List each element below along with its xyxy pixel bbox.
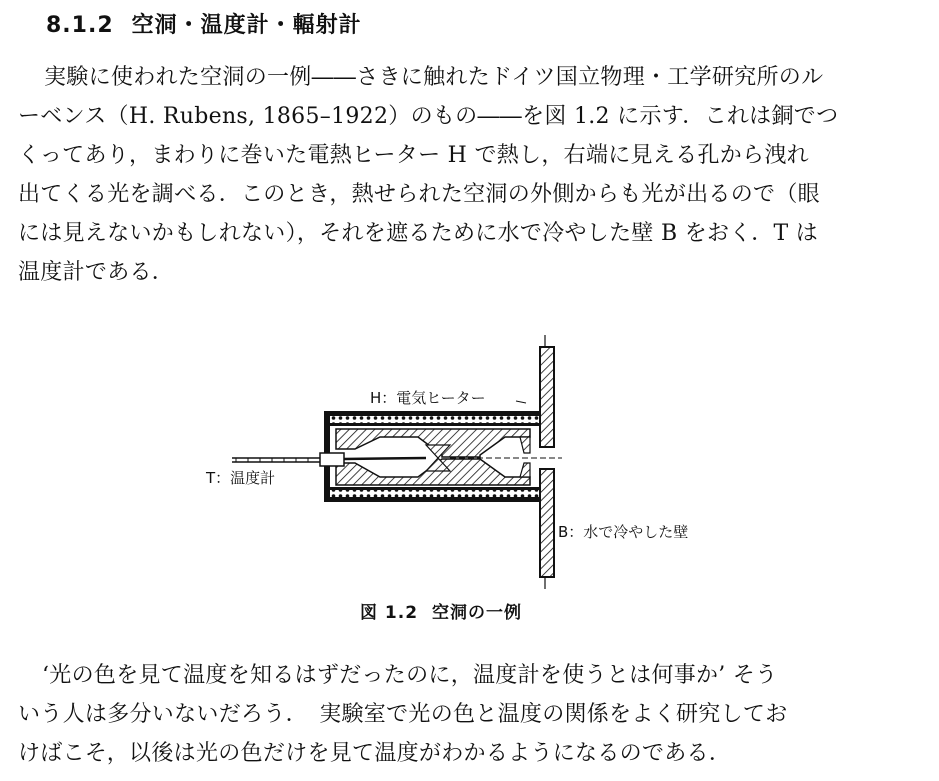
figure-caption-text: 空洞の一例 (432, 603, 523, 623)
section-number: 8.1.2 (46, 13, 114, 38)
paragraph-line: けばこそ，以後は光の色だけを見て温度がわかるようになるのである． (18, 741, 732, 766)
section-title: 空洞・温度計・輻射計 (131, 13, 362, 38)
thermometer (232, 453, 426, 466)
copper-cavity (336, 429, 530, 485)
heater-label: H：電気ヒーター (370, 389, 486, 407)
paragraph-line: ‘光の色を見て温度を知るはずだったのに，温度計を使うとは何事か’ そう (42, 663, 778, 688)
paragraph-line: ーベンス（H. Rubens, 1865–1922）のもの――を図 1.2 に示す．これは銅でつ (18, 104, 839, 129)
thermometer-label: T：温度計 (206, 469, 276, 487)
figure-number: 図 1.2 (360, 603, 419, 623)
wall-label: B：水で冷やした壁 (558, 523, 689, 541)
paragraph-intro (18, 58, 838, 292)
paragraph-line: 実験に使われた空洞の一例――さきに触れたドイツ国立物理・工学研究所のル (44, 65, 824, 90)
cooled-wall (540, 335, 554, 589)
section-heading (46, 8, 362, 39)
paragraph-conclusion (18, 656, 788, 773)
heater-coil-top (328, 416, 540, 423)
heater-coil-bottom (328, 490, 540, 497)
outer-shell (324, 411, 540, 502)
paragraph-line: いう人は多分いないだろう． 実験室で光の色と温度の関係をよく研究してお (18, 702, 788, 727)
cavity-diagram (190, 325, 750, 593)
paragraph-line: には見えないかもしれない），それを遮るために水で冷やした壁 B をおく．T は (18, 221, 819, 246)
figure-caption (360, 598, 522, 623)
paragraph-line: 出てくる光を調べる．このとき，熱せられた空洞の外側からも光が出るので（眼 (18, 182, 820, 207)
paragraph-line: 温度計である． (18, 260, 175, 285)
paragraph-line: くってあり，まわりに巻いた電熱ヒーター H で熱し，右端に見える孔から洩れ (18, 143, 809, 168)
